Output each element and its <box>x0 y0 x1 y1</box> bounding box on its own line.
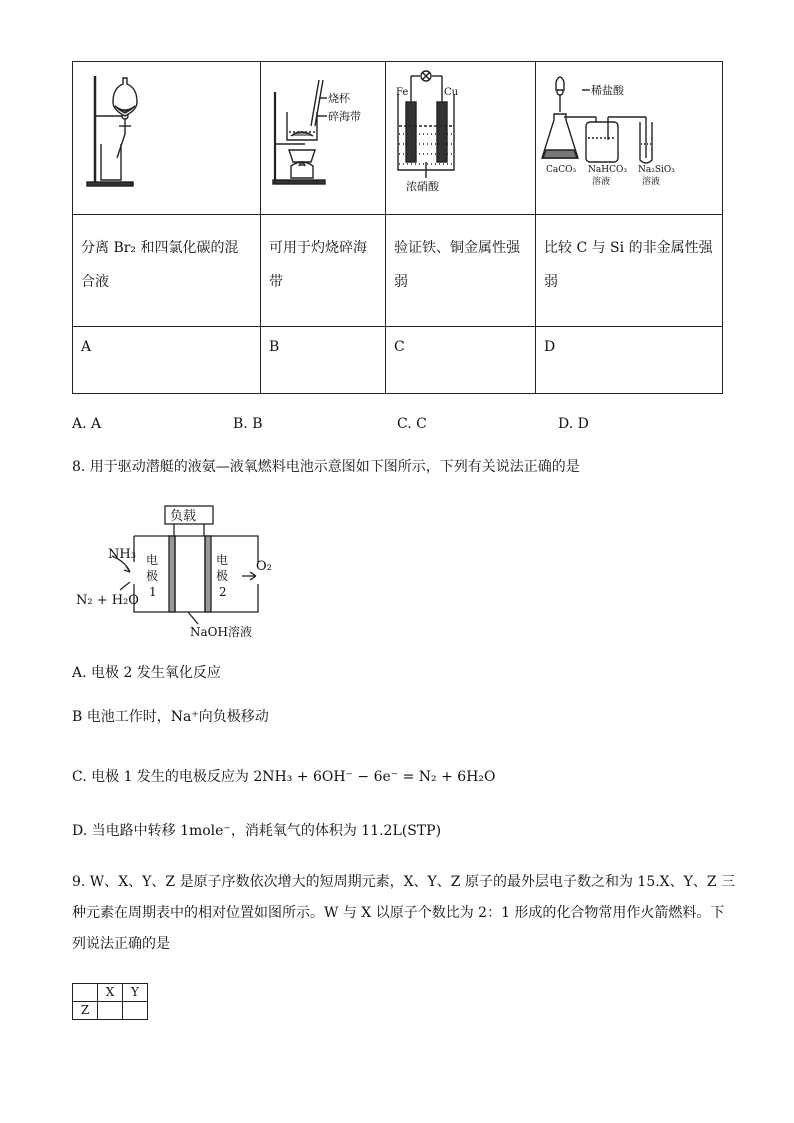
q9-stem-line1: 9. W、X、Y、Z 是原子序数依次增大的短周期元素，X、Y、Z 原子的最外层电子数之和为 15.X、Y、Z 三 <box>72 874 736 890</box>
ptable-cell-y: Y <box>123 984 148 1002</box>
nahco3-label: NaHCO₃ <box>588 165 627 175</box>
option-label-d: D <box>536 327 723 394</box>
description-a: 分离 Br₂ 和四氯化碳的混合液 <box>73 215 261 327</box>
nh3-label: NH₃ <box>108 547 136 562</box>
electrode1-number: 1 <box>149 585 157 599</box>
q7-choice-b[interactable]: B. B <box>233 416 263 432</box>
electrode1-char2: 极 <box>146 569 159 583</box>
periodic-table-fragment <box>72 983 148 1020</box>
q8-stem: 8. 用于驱动潜艇的液氨—液氧燃料电池示意图如下图所示，下列有关说法正确的是 <box>72 459 580 475</box>
description-b: 可用于灼烧碎海带 <box>261 215 386 327</box>
apparatus-image-a <box>73 62 261 215</box>
description-c: 验证铁、铜金属性强弱 <box>386 215 536 327</box>
description-d: 比较 C 与 Si 的非金属性强弱 <box>536 215 723 327</box>
o2-label: O₂ <box>256 559 272 574</box>
nahco3-solution-label: 溶液 <box>592 177 611 187</box>
electrolyte-label: NaOH溶液 <box>190 625 252 639</box>
c-si-comparison-figure <box>536 62 723 210</box>
electrode2-char2: 极 <box>216 569 229 583</box>
electrode2-char1: 电 <box>216 553 229 567</box>
ptable-cell-x: X <box>98 984 123 1002</box>
conc-nitric-acid-label: 浓硝酸 <box>406 180 439 193</box>
separatory-funnel-figure <box>73 62 261 210</box>
fe-cu-cell-figure <box>386 62 536 210</box>
q8-choice-a[interactable]: A. 电极 2 发生氧化反应 <box>72 665 221 681</box>
q7-choice-a[interactable]: A. A <box>72 416 102 432</box>
q8-choice-b[interactable]: B 电池工作时，Na⁺向负极移动 <box>72 709 269 725</box>
fuel-cell-diagram <box>72 500 292 640</box>
option-label-c: C <box>386 327 536 394</box>
ptable-cell <box>123 1002 148 1020</box>
q7-choice-c[interactable]: C. C <box>397 416 427 432</box>
q7-choice-d[interactable]: D. D <box>558 416 589 432</box>
q8-choice-c[interactable]: C. 电极 1 发生的电极反应为 2NH₃ + 6OH⁻ − 6e⁻ = N₂ + 6H₂O <box>72 769 496 785</box>
load-label: 负载 <box>170 509 197 524</box>
q9-stem-line2: 种元素在周期表中的相对位置如图所示。W 与 X 以原子个数比为 2：1 形成的化合物常用作火箭燃料。下 <box>72 905 725 921</box>
burning-seaweed-figure <box>261 62 386 210</box>
apparatus-image-b <box>261 62 386 215</box>
caco3-label: CaCO₃ <box>546 165 577 175</box>
ptable-cell <box>98 1002 123 1020</box>
ptable-cell-z: Z <box>73 1002 98 1020</box>
option-label-b: B <box>261 327 386 394</box>
na2sio3-label: Na₂SiO₃ <box>638 165 675 175</box>
option-label-a: A <box>73 327 261 394</box>
electrode2-number: 2 <box>219 585 227 599</box>
fe-label: Fe <box>396 87 409 98</box>
seaweed-label: 碎海带 <box>328 110 361 123</box>
dilute-hcl-label: 稀盐酸 <box>591 84 624 97</box>
q8-choice-d[interactable]: D. 当电路中转移 1mole⁻，消耗氧气的体积为 11.2L(STP) <box>72 823 442 839</box>
products-label: N₂ + H₂O <box>76 593 139 608</box>
apparatus-image-d <box>536 62 723 215</box>
apparatus-table <box>72 61 723 394</box>
beaker-label: 烧杯 <box>328 92 350 105</box>
electrode1-char1: 电 <box>146 553 159 567</box>
q9-stem-line3: 列说法正确的是 <box>72 936 170 952</box>
cu-label: Cu <box>444 87 459 98</box>
apparatus-image-c <box>386 62 536 215</box>
ptable-cell <box>73 984 98 1002</box>
na2sio3-solution-label: 溶液 <box>642 177 661 187</box>
